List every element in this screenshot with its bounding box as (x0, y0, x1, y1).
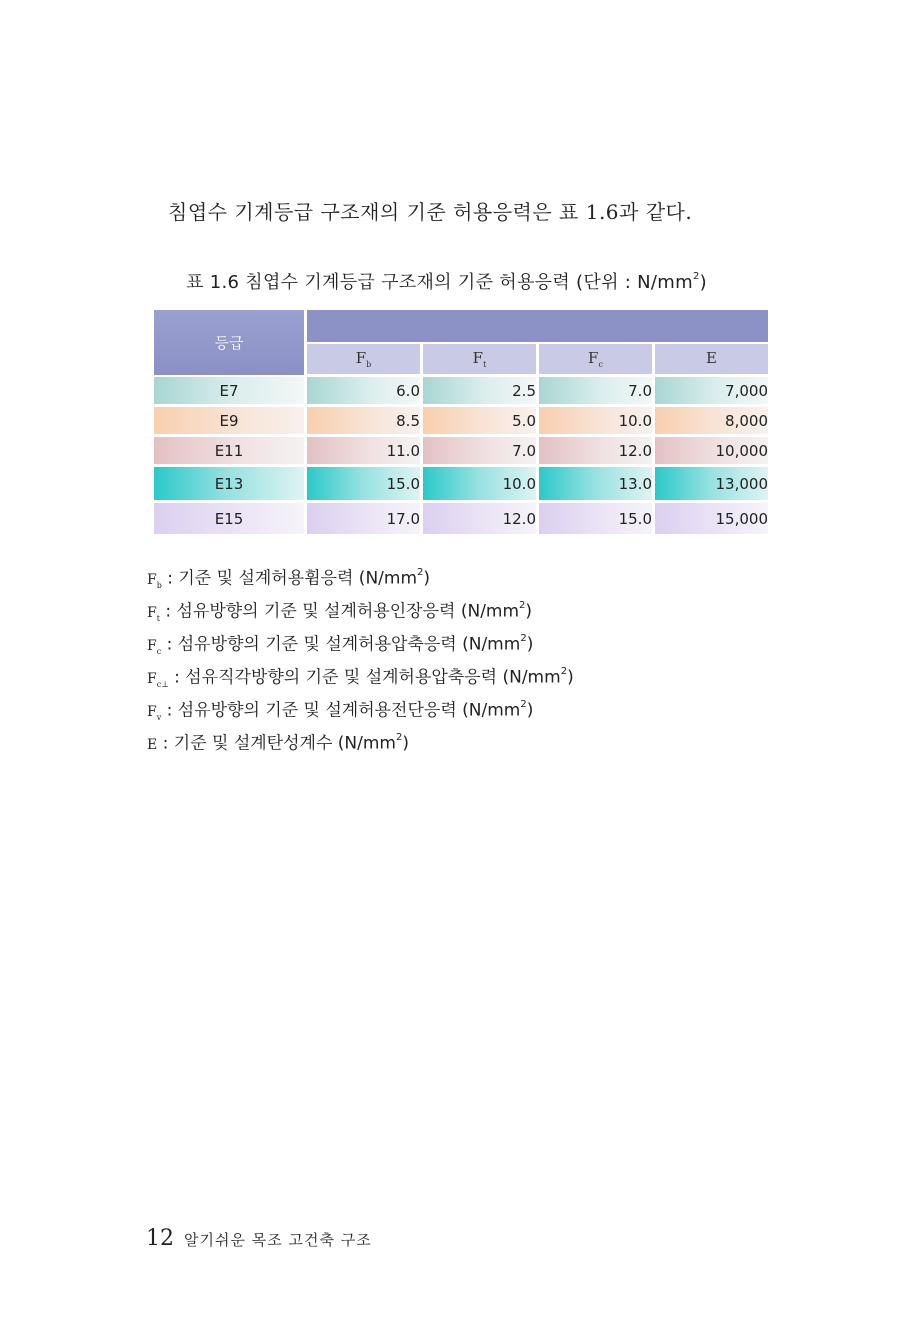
legend-item-fb: $F_b$ : 기준 및 설계허용휨응력 $(N/mm^2)$ (147, 563, 574, 596)
legend-symbol: E (147, 736, 158, 753)
value-cell: 12.0 (423, 503, 536, 537)
legend-symbol: $F_c$ (147, 637, 162, 656)
caption-sup: 2 (692, 271, 700, 282)
legend-item-fv: $F_v$ : 섬유방향의 기준 및 설계허용전단응력 $(N/mm^2)$ (147, 695, 574, 728)
value-cell: 11.0 (307, 437, 420, 467)
page-footer (146, 1226, 372, 1251)
table-caption (186, 268, 707, 294)
stress-header-band (307, 310, 768, 344)
table-row (154, 467, 768, 503)
grade-cell: E11 (154, 437, 304, 467)
grade-header: 등급 (154, 310, 304, 377)
legend-text: : 기준 및 설계탄성계수 (N/mm (157, 733, 396, 754)
legend-item-fc: $F_c$ : 섬유방향의 기준 및 설계허용압축응력 $(N/mm^2)$ (147, 629, 574, 662)
legend-item-fc-perp: $F_{c\perp}$ : 섬유직각방향의 기준 및 설계허용압축응력 $(N/mm^2)$ (147, 662, 574, 695)
grade-cell: E9 (154, 407, 304, 437)
value-cell: 7.0 (539, 377, 652, 407)
table-row (154, 377, 768, 407)
value-cell: 17.0 (307, 503, 420, 537)
col-header-fb: $F_b$ (307, 344, 420, 377)
caption-text: 표 1.6 침엽수 기계등급 구조재의 기준 허용응력 (단위 : N/mm (186, 272, 693, 293)
value-cell: 6.0 (307, 377, 420, 407)
table-row (154, 503, 768, 537)
symbol-legend (147, 563, 574, 761)
col-header-ft: $F_t$ (423, 344, 536, 377)
value-cell: 15,000 (655, 503, 768, 537)
intro-paragraph: 침엽수 기계등급 구조재의 기준 허용응력은 표 1.6과 같다. (168, 200, 693, 224)
col-header-e: E (655, 344, 768, 377)
value-cell: 7.0 (423, 437, 536, 467)
value-cell: 13.0 (539, 467, 652, 503)
value-cell: 15.0 (539, 503, 652, 537)
caption-close: ) (699, 272, 707, 293)
table-row (154, 437, 768, 467)
value-cell: 15.0 (307, 467, 420, 503)
allowable-stress-table (151, 310, 771, 537)
legend-item-ft: $F_t$ : 섬유방향의 기준 및 설계허용인장응력 $(N/mm^2)$ (147, 596, 574, 629)
legend-text: : 기준 및 설계허용휨응력 (N/mm (161, 568, 418, 589)
legend-symbol: $F_b$ (147, 571, 162, 590)
value-cell: 5.0 (423, 407, 536, 437)
value-cell: 7,000 (655, 377, 768, 407)
col-header-fc: $F_c$ (539, 344, 652, 377)
legend-text: : 섬유방향의 기준 및 설계허용인장응력 (N/mm (159, 601, 520, 622)
value-cell: 8,000 (655, 407, 768, 437)
value-cell: 10.0 (423, 467, 536, 503)
table-row (154, 407, 768, 437)
legend-text: : 섬유방향의 기준 및 설계허용압축응력 (N/mm (161, 634, 521, 655)
grade-cell: E13 (154, 467, 304, 503)
legend-text: : 섬유방향의 기준 및 설계허용전단응력 (N/mm (161, 700, 521, 721)
value-cell: 10,000 (655, 437, 768, 467)
grade-cell: E7 (154, 377, 304, 407)
value-cell: 12.0 (539, 437, 652, 467)
value-cell: 8.5 (307, 407, 420, 437)
legend-symbol: $F_{c\perp}$ (147, 670, 169, 689)
value-cell: 10.0 (539, 407, 652, 437)
legend-symbol: $F_t$ (147, 604, 160, 623)
page-number: 12 (146, 1226, 174, 1251)
value-cell: 13,000 (655, 467, 768, 503)
legend-symbol: $F_v$ (147, 703, 162, 722)
legend-text: : 섬유직각방향의 기준 및 설계허용압축응력 (N/mm (168, 667, 561, 688)
grade-cell: E15 (154, 503, 304, 537)
value-cell: 2.5 (423, 377, 536, 407)
legend-item-e: E : 기준 및 설계탄성계수 $(N/mm^2)$ (147, 728, 574, 761)
book-title: 알기쉬운 목조 고건축 구조 (184, 1231, 372, 1249)
